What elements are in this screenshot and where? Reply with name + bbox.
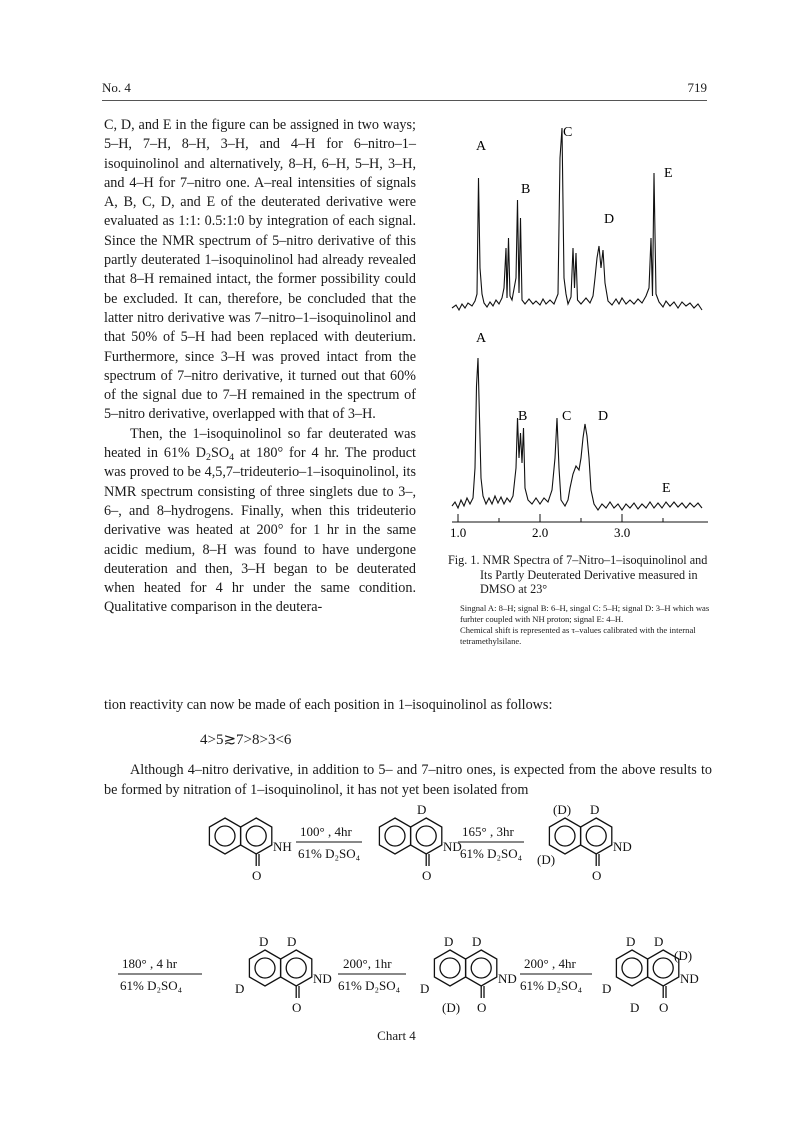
bottom-signal-labels <box>476 331 671 496</box>
subscript-2: 2 <box>206 452 211 464</box>
atom-pd: (D) <box>553 802 572 817</box>
arrow-2 <box>458 824 524 861</box>
paragraph-3-text: Although 4–nitro derivative, in addition to 5– and 7–nitro ones, is expected from the above results to be formed by nitration of 1–isoquinolinol, it has not yet been isolated from <box>104 762 712 798</box>
atom-d: D <box>420 981 430 996</box>
tick-2: 2.0 <box>532 525 549 540</box>
bottom-label-d: D <box>598 409 609 424</box>
top-label-d: D <box>604 212 615 227</box>
atom-pd: (D) <box>537 852 556 867</box>
figure-notes <box>460 603 710 647</box>
atom-d: D <box>235 981 245 996</box>
atom-nd: ND <box>613 839 632 854</box>
condition-3-top: 180° , 4 hr <box>122 956 178 971</box>
bottom-label-b: B <box>518 409 528 424</box>
figure-caption <box>448 553 710 647</box>
atom-nd: ND <box>498 971 517 986</box>
condition-2-bottom: 61% D₂SO₄ <box>460 846 523 861</box>
paragraph-1: C, D, and E in the figure can be assigned in two ways; 5–H, 7–H, 8–H, 3–H, and 4–H for 6–nitro–1–isoquinolinol and alternatively, 8–H, 6–H, 5–H, 3–H, and 4–H for 7–nitro one. A–real intensities of signals A, B, C, D, and E of the deuterated derivative were evaluated as 1:1: 0.5:1:0 by integration of each signal. Since the NMR spectrum of 5–nitro derivative of this partly deuterated 1–isoquinolinol had already revealed that 8–H remained intact, the former possibility could be excluded. It can, therefore, be concluded that the latter nitro derivative was 7–nitro–1–isoquinolinol and that 50% of 5–H had been replaced with deuterium. Furthermore, since 3–H was proved intact from the spectrum of 7–nitro derivative, it turned out that 60% of the signal due to 7–H remained in the spectrum of 5–nitro derivative, overlapped with that of 3–H. <box>104 117 416 423</box>
atom-nd: ND <box>680 971 699 986</box>
figure-note-shift: Chemical shift is represented as τ–values calibrated with the internal tetramethylsilane. <box>460 624 696 646</box>
atom-nd: ND <box>443 839 462 854</box>
atom-o: O <box>477 1000 487 1015</box>
paragraph-2 <box>104 425 416 618</box>
top-label-b: B <box>521 182 531 197</box>
subscript-4: 4 <box>229 452 235 464</box>
bottom-label-a: A <box>476 331 487 346</box>
nmr-figure <box>446 118 716 550</box>
molecule-3 <box>537 802 632 883</box>
condition-1-bottom: 61% D₂SO₄ <box>298 846 361 861</box>
atom-o: O <box>252 868 262 883</box>
top-label-c: C <box>563 125 573 140</box>
atom-nd: ND <box>313 971 332 986</box>
chart-4-scheme <box>100 790 720 1040</box>
page-number: 719 <box>687 80 707 95</box>
atom-o: O <box>292 1000 302 1015</box>
spectrum-top-trace <box>452 128 702 310</box>
tick-3: 3.0 <box>614 525 631 540</box>
bottom-label-c: C <box>562 409 572 424</box>
nmr-spectra-svg <box>446 118 716 550</box>
left-column-text <box>104 116 416 618</box>
bottom-label-e: E <box>662 481 671 496</box>
atom-d: D <box>602 981 612 996</box>
top-label-e: E <box>664 166 673 181</box>
journal-issue: No. 4 <box>102 80 131 95</box>
molecule-6 <box>602 934 699 1015</box>
condition-1-top: 100° , 4hr <box>300 824 352 839</box>
arrow-3 <box>118 956 202 993</box>
paragraph-2-part-b: SO <box>211 445 230 462</box>
axis-tick-labels <box>450 525 630 540</box>
tick-1: 1.0 <box>450 525 467 540</box>
molecule-2 <box>379 802 461 883</box>
molecule-5 <box>420 934 517 1015</box>
atom-o: O <box>659 1000 669 1015</box>
atom-nh: NH <box>273 839 292 854</box>
chart-4-label: Chart 4 <box>377 1028 416 1043</box>
atom-d: D <box>417 802 427 817</box>
atom-d: D <box>630 1000 640 1015</box>
top-label-a: A <box>476 139 487 154</box>
atom-d: D <box>654 934 664 949</box>
molecule-1 <box>209 818 291 883</box>
arrow-4 <box>338 956 406 993</box>
condition-2-top: 165° , 3hr <box>462 824 514 839</box>
condition-5-bottom: 61% D₂SO₄ <box>520 978 583 993</box>
atom-d: D <box>590 802 600 817</box>
atom-o: O <box>592 868 602 883</box>
arrow-1 <box>296 824 362 861</box>
full-width-line: tion reactivity can now be made of each position in 1–isoquinolinol as follows: <box>104 697 553 713</box>
atom-d: D <box>287 934 297 949</box>
atom-pd: (D) <box>442 1000 461 1015</box>
header-rule <box>102 100 707 101</box>
condition-4-top: 200°, 1hr <box>343 956 392 971</box>
atom-o: O <box>422 868 432 883</box>
atom-d: D <box>444 934 454 949</box>
atom-d: D <box>626 934 636 949</box>
condition-4-bottom: 61% D₂SO₄ <box>338 978 401 993</box>
chemical-shift-axis <box>452 514 708 522</box>
arrow-5 <box>520 956 592 993</box>
atom-d: D <box>472 934 482 949</box>
figure-caption-title: Fig. 1. NMR Spectra of 7–Nitro–1–isoquinolinol and Its Partly Deuterated Derivative measured in DMSO at 23° <box>448 553 708 597</box>
atom-d: D <box>259 934 269 949</box>
top-signal-labels <box>476 125 673 227</box>
reactivity-order: 4>5≳7>8>3<6 <box>200 732 292 748</box>
condition-3-bottom: 61% D₂SO₄ <box>120 978 183 993</box>
molecule-4 <box>235 934 332 1015</box>
atom-pd: (D) <box>674 948 693 963</box>
paragraph-2-part-a: Then, the 1–isoquinolinol so far deuterated was heated in 61% D <box>104 425 416 462</box>
paragraph-2-part-c: at 180° for 4 hr. The product was proved to be 4,5,7–trideuterio–1–isoquinolinol, its NMR spectrum consisting of three singlets due to 3–, 6–, and 8–hydrogens. Finally, when this trideuterio derivative was heated at 200° for 1 hr in the same acidic medium, 8–H was found to have undergone deuteration and then, 3–H began to be deuterated when heated for 4 hr under the same condition. Qualitative comparison in the deutera- <box>104 445 416 616</box>
figure-note-signals: Singnal A: 8–H; signal B: 6–H, singal C: 5–H; signal D: 3–H which was furhter coupled with NH proton; signal E: 4–H. <box>460 602 710 624</box>
condition-5-top: 200° , 4hr <box>524 956 576 971</box>
